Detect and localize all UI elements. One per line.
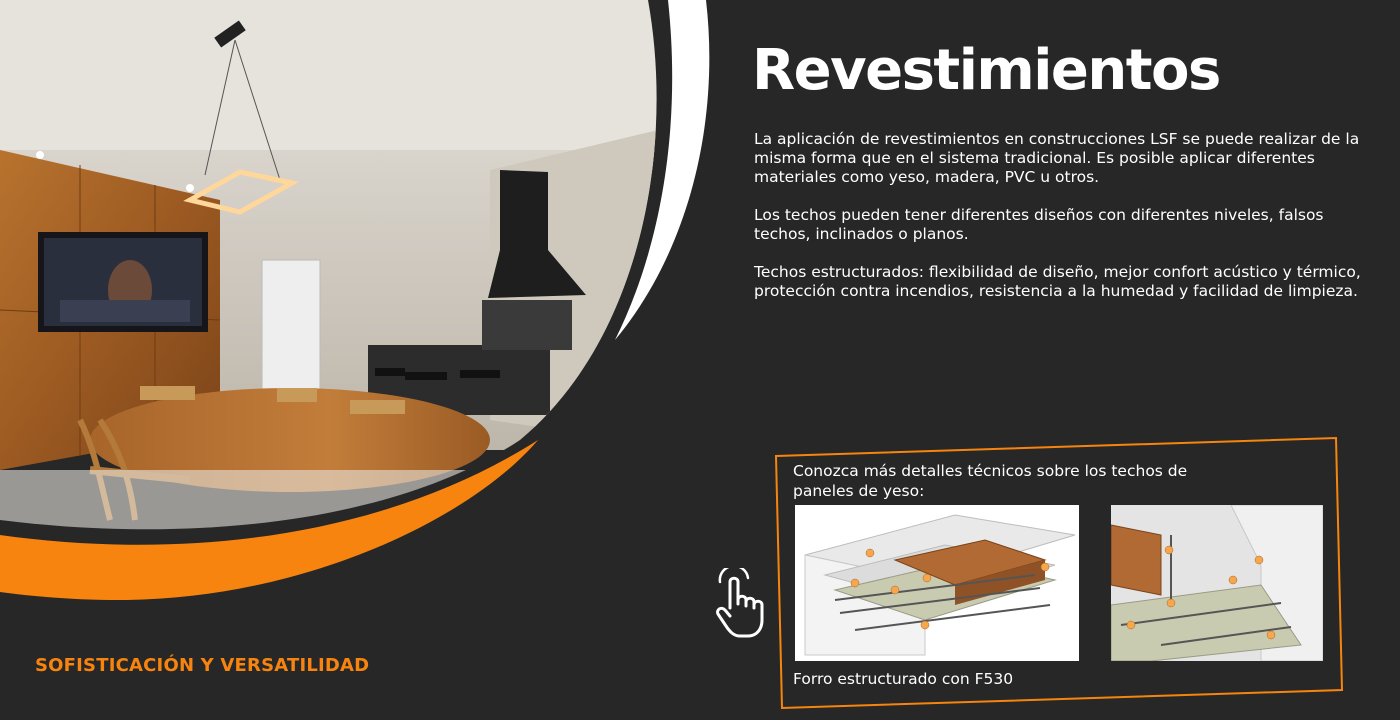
page-title: Revestimientos [752,38,1220,103]
ceiling-diagram-1 [795,505,1079,661]
paragraph-3: Techos estructurados: flexibilidad de diseño, mejor confort acústico y térmico, protección contra incendios, resistencia a la humedad y facilidad de limpieza. [754,263,1361,300]
tagline: SOFISTICACIÓN Y VERSATILIDAD [35,655,370,676]
ceiling-diagram-thumbnail-2[interactable] [1111,505,1323,661]
ceiling-diagram-thumbnail-1[interactable] [795,505,1079,661]
body-text [754,130,1374,320]
info-box-heading: Conozca más detalles técnicos sobre los techos de paneles de yeso: [793,462,1188,500]
paragraph-2: Los techos pueden tener diferentes diseños con diferentes niveles, falsos techos, inclinados o planos. [754,206,1324,243]
info-box-caption: Forro estructurado con F530 [793,670,1014,688]
room-photo [0,0,700,550]
paragraph-1: La aplicación de revestimientos en construcciones LSF se puede realizar de la misma forma que en el sistema tradicional. Es posible aplicar diferentes materiales como yeso, madera, PVC u otros. [754,130,1360,186]
ceiling-diagram-2 [1111,505,1323,661]
hand-pointer-icon [710,568,770,642]
